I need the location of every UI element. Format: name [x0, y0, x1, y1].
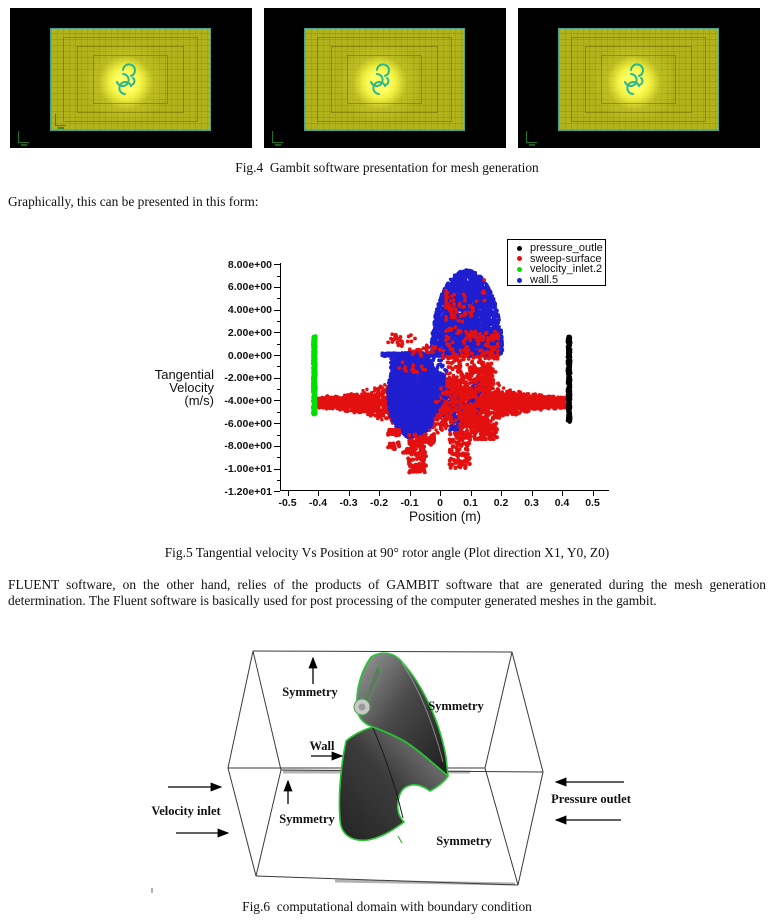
x-tick-mark: [593, 491, 594, 496]
y-axis-line: [280, 263, 281, 491]
rotor-shaft-core: [359, 704, 366, 711]
x-tick-label: -0.5: [278, 497, 297, 509]
axis-triad-icon: [18, 131, 29, 143]
legend-label: pressure_outle: [530, 243, 603, 254]
y-tick-label: 0.00e+00: [227, 349, 272, 362]
x-tick-mark: [288, 491, 289, 496]
y-tick-mark: [274, 378, 280, 379]
y-minor-tick: [277, 389, 280, 390]
y-tick-label: -4.00e+00: [224, 394, 272, 407]
y-tick-label: 4.00e+00: [227, 304, 272, 317]
x-tick-mark: [318, 491, 319, 496]
legend-item: [513, 254, 605, 265]
fig4-image-2: [264, 8, 506, 148]
fig4-image-1: [10, 8, 252, 148]
label-symmetry-bottom-right: Symmetry: [436, 834, 492, 848]
y-tick-mark: [274, 332, 280, 333]
legend-marker: [517, 246, 522, 251]
x-tick-label: -0.4: [308, 497, 328, 509]
legend-label: wall.5: [530, 274, 559, 286]
label-symmetry-top: Symmetry: [282, 685, 338, 699]
axis-triad-icon: [526, 131, 537, 143]
legend-label: sweep-surface: [530, 253, 602, 265]
fig4-image-3: [518, 8, 760, 148]
label-pressure-outlet: Pressure outlet: [551, 792, 631, 806]
fig5-caption: Fig.5 Tangential velocity Vs Position at 90° rotor angle (Plot direction X1, Y0, Z0): [164, 545, 610, 560]
y-tick-label: -2.00e+00: [224, 372, 272, 385]
y-minor-tick: [277, 321, 280, 322]
vortex-swirl-icon: [357, 60, 403, 106]
label-symmetry-upper-right: Symmetry: [428, 699, 484, 713]
legend-marker: [517, 267, 522, 272]
x-tick-label: 0.5: [585, 497, 600, 509]
legend-item: [513, 264, 605, 275]
mesh-plate: [50, 28, 211, 131]
mesh-plate: [558, 28, 719, 131]
mesh-plate: [304, 28, 465, 131]
y-tick-mark: [274, 287, 280, 288]
label-velocity-inlet: Velocity inlet: [151, 804, 221, 818]
y-tick-mark: [274, 469, 280, 470]
y-tick-mark: [274, 264, 280, 265]
intro-paragraph: Graphically, this can be presented in this form:: [8, 194, 259, 209]
vortex-swirl-icon: [103, 60, 149, 106]
y-tick-mark: [274, 446, 280, 447]
box-left-face: [228, 651, 281, 876]
y-minor-tick: [277, 412, 280, 413]
y-tick-mark: [274, 423, 280, 424]
fig6-domain-diagram: [100, 640, 680, 905]
x-tick-label: 0.1: [463, 497, 478, 509]
box-bottom-edge: [256, 876, 518, 885]
x-tick-mark: [562, 491, 563, 496]
x-tick-label: -0.1: [400, 497, 419, 509]
x-tick-label: 0.2: [493, 497, 509, 509]
y-minor-tick: [277, 366, 280, 367]
y-minor-tick: [277, 276, 280, 277]
y-tick-label: -1.20e+01: [224, 485, 272, 498]
plate-corner-mark: [55, 114, 66, 126]
axis-triad-icon: [272, 131, 283, 143]
y-tick-mark: [274, 400, 280, 401]
x-tick-mark: [410, 491, 411, 496]
x-tick-mark: [501, 491, 502, 496]
fluent-paragraph: FLUENT software, on the other hand, relies of the products of GAMBIT software that are generated during the mesh generation determination. The Fluent software is basically used for post processing of the computer generated meshes in the gambit.: [8, 577, 766, 609]
y-tick-mark: [274, 491, 280, 492]
y-minor-tick: [277, 298, 280, 299]
legend-item: [513, 275, 605, 286]
x-tick-mark: [349, 491, 350, 496]
y-tick-label: -8.00e+00: [224, 440, 272, 453]
label-symmetry-mid: Symmetry: [279, 812, 335, 826]
legend-marker: [517, 278, 522, 283]
y-tick-mark: [274, 310, 280, 311]
y-minor-tick: [277, 457, 280, 458]
legend-item: [513, 243, 605, 254]
box-top-edge: [253, 651, 512, 652]
scatter-canvas: [280, 252, 612, 494]
x-tick-label: 0.4: [554, 497, 570, 509]
x-tick-label: 0: [437, 497, 443, 509]
x-tick-mark: [532, 491, 533, 496]
x-tick-mark: [440, 491, 441, 496]
y-minor-tick: [277, 344, 280, 345]
x-tick-label: -0.3: [339, 497, 358, 509]
fig4-caption: Fig.4 Gambit software presentation for mesh generation: [235, 160, 539, 175]
fig6-caption: Fig.6 computational domain with boundary condition: [242, 899, 532, 914]
x-axis-line: [280, 490, 609, 491]
y-tick-label: 2.00e+00: [227, 326, 272, 339]
y-tick-label: 8.00e+00: [227, 258, 272, 271]
label-wall: Wall: [309, 739, 335, 753]
green-edge-tick: [398, 836, 402, 843]
vortex-swirl-icon: [611, 60, 657, 106]
y-minor-tick: [277, 480, 280, 481]
x-tick-label: -0.2: [369, 497, 389, 509]
y-tick-label: 6.00e+00: [227, 281, 272, 294]
x-tick-mark: [379, 491, 380, 496]
chart-legend: [507, 239, 606, 286]
y-tick-label: -1.00e+01: [224, 463, 272, 475]
legend-marker: [517, 256, 522, 261]
x-axis-title: Position (m): [408, 509, 481, 524]
x-tick-mark: [471, 491, 472, 496]
legend-label: velocity_inlet.2: [530, 264, 603, 275]
y-axis-title: Tangential Velocity (m/s): [154, 367, 214, 408]
y-tick-mark: [274, 355, 280, 356]
y-tick-label: -6.00e+00: [224, 417, 272, 430]
y-minor-tick: [277, 435, 280, 436]
x-tick-label: 0.3: [524, 497, 539, 509]
box-right-face: [485, 652, 543, 885]
